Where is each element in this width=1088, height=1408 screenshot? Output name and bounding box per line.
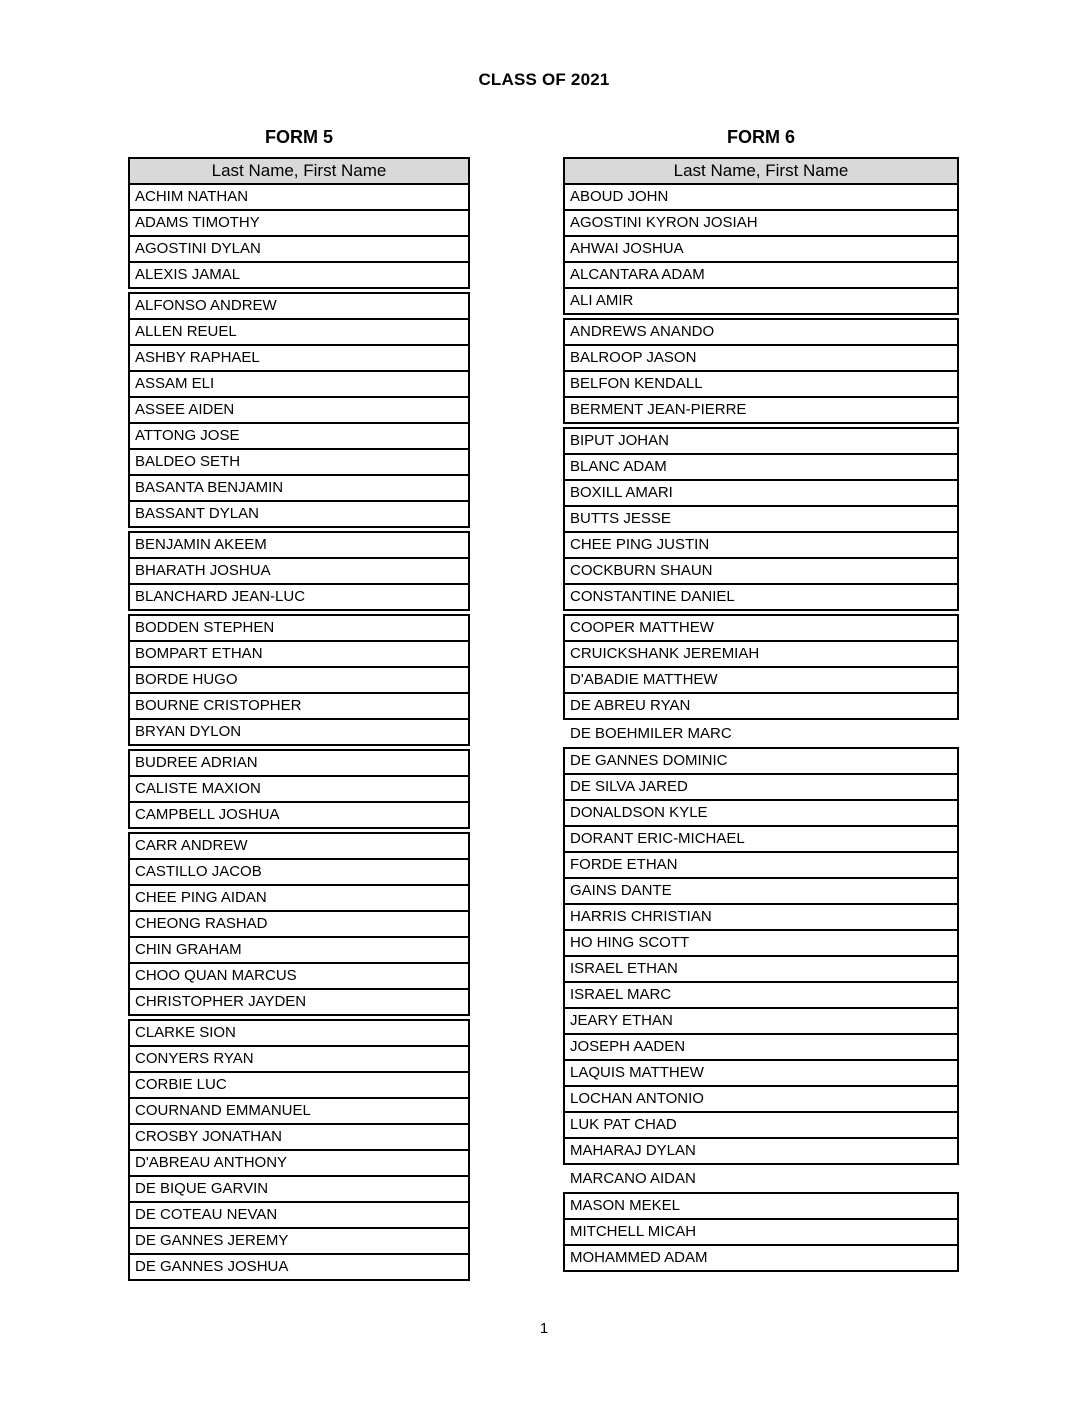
table-row [563, 453, 959, 481]
student-name: DE ABREU RYAN [570, 697, 691, 714]
table-row [563, 370, 959, 398]
student-name: AHWAI JOSHUA [570, 240, 684, 257]
student-name: CASTILLO JACOB [135, 863, 262, 880]
form-6-section [563, 127, 959, 1272]
table-row [563, 1218, 959, 1246]
table-row [128, 718, 470, 746]
table-row [563, 825, 959, 853]
table-row [563, 1165, 959, 1193]
table-row [563, 396, 959, 424]
student-name: BERMENT JEAN-PIERRE [570, 401, 747, 418]
student-name: BOMPART ETHAN [135, 645, 263, 662]
student-name: MOHAMMED ADAM [570, 1249, 708, 1266]
student-name: DE GANNES JEREMY [135, 1232, 289, 1249]
student-name: CARR ANDREW [135, 837, 248, 854]
table-row [563, 1137, 959, 1165]
student-name: ALI AMIR [570, 292, 634, 309]
student-name: CHEE PING AIDAN [135, 889, 267, 906]
student-name: MITCHELL MICAH [570, 1223, 697, 1240]
table-row [563, 479, 959, 507]
form-5-rows [128, 183, 470, 1281]
table-row [128, 396, 470, 424]
student-name: D'ABADIE MATTHEW [570, 671, 718, 688]
student-name: BUTTS JESSE [570, 510, 671, 527]
table-row [563, 929, 959, 957]
student-name: BHARATH JOSHUA [135, 562, 271, 579]
table-row [128, 1201, 470, 1229]
student-name: BODDEN STEPHEN [135, 619, 275, 636]
student-name: COOPER MATTHEW [570, 619, 714, 636]
student-name: LOCHAN ANTONIO [570, 1090, 704, 1107]
student-name: DONALDSON KYLE [570, 804, 708, 821]
student-name: DORANT ERIC-MICHAEL [570, 830, 745, 847]
table-row [563, 1192, 959, 1220]
student-name: COCKBURN SHAUN [570, 562, 713, 579]
student-name: ASSEE AIDEN [135, 401, 235, 418]
table-row [563, 344, 959, 372]
table-row [128, 500, 470, 528]
table-row [563, 1085, 959, 1113]
table-row [128, 1175, 470, 1203]
table-row [128, 884, 470, 912]
table-row [128, 370, 470, 398]
student-name: DE BOEHMILER MARC [570, 725, 732, 742]
table-row [128, 318, 470, 346]
student-name: FORDE ETHAN [570, 856, 678, 873]
student-name: CHEE PING JUSTIN [570, 536, 710, 553]
student-name: CHOO QUAN MARCUS [135, 967, 297, 984]
table-row [128, 962, 470, 990]
table-row [128, 531, 470, 559]
form-5-title: FORM 5 [264, 127, 333, 147]
table-row [128, 557, 470, 585]
table-row [128, 422, 470, 450]
table-row [563, 531, 959, 559]
student-name: HO HING SCOTT [570, 934, 690, 951]
form-6-title: FORM 6 [726, 127, 795, 147]
table-row [128, 261, 470, 289]
table-row [563, 747, 959, 775]
table-row [563, 318, 959, 346]
table-row [128, 640, 470, 668]
table-row [128, 1097, 470, 1125]
student-name: BASSANT DYLAN [135, 505, 259, 522]
table-row [128, 1045, 470, 1073]
student-name: CHIN GRAHAM [135, 941, 242, 958]
student-name: HARRIS CHRISTIAN [570, 908, 712, 925]
student-name: ASSAM ELI [135, 375, 215, 392]
table-row [563, 773, 959, 801]
table-row [563, 583, 959, 611]
table-row [128, 801, 470, 829]
table-row [563, 505, 959, 533]
table-row [128, 344, 470, 372]
table-row [128, 583, 470, 611]
student-name: CONSTANTINE DANIEL [570, 588, 735, 605]
table-row [563, 1244, 959, 1272]
student-name: BALDEO SETH [135, 453, 241, 470]
table-row [563, 955, 959, 983]
student-name: AGOSTINI KYRON JOSIAH [570, 214, 758, 231]
table-row [128, 692, 470, 720]
student-name: CALISTE MAXION [135, 780, 261, 797]
table-row [563, 799, 959, 827]
student-name: ISRAEL ETHAN [570, 960, 678, 977]
student-name: COURNAND EMMANUEL [135, 1102, 311, 1119]
student-name: ABOUD JOHN [570, 188, 669, 205]
student-name: LAQUIS MATTHEW [570, 1064, 704, 1081]
student-name: CONYERS RYAN [135, 1050, 254, 1067]
student-name: BLANCHARD JEAN-LUC [135, 588, 306, 605]
student-name: JOSEPH AADEN [570, 1038, 686, 1055]
student-name: AGOSTINI DYLAN [135, 240, 261, 257]
student-name: ASHBY RAPHAEL [135, 349, 260, 366]
table-row [128, 988, 470, 1016]
column-header: Last Name, First Name [128, 157, 470, 185]
student-name: ACHIM NATHAN [135, 188, 249, 205]
student-name: BOXILL AMARI [570, 484, 673, 501]
table-row [563, 877, 959, 905]
table-row [563, 557, 959, 585]
table-row [128, 832, 470, 860]
student-name: BUDREE ADRIAN [135, 754, 258, 771]
table-row [563, 640, 959, 668]
table-row [563, 903, 959, 931]
form-5-section [128, 127, 470, 1281]
student-name: CRUICKSHANK JEREMIAH [570, 645, 760, 662]
student-name: BENJAMIN AKEEM [135, 536, 267, 553]
table-row [563, 666, 959, 694]
student-name: BIPUT JOHAN [570, 432, 669, 449]
table-row [563, 692, 959, 720]
form-5-table [128, 157, 470, 1281]
student-name: LUK PAT CHAD [570, 1116, 677, 1133]
student-name: CAMPBELL JOSHUA [135, 806, 280, 823]
student-name: D'ABREAU ANTHONY [135, 1154, 288, 1171]
table-row [563, 261, 959, 289]
student-name: ANDREWS ANANDO [570, 323, 715, 340]
table-row [128, 910, 470, 938]
student-name: BOURNE CRISTOPHER [135, 697, 302, 714]
student-name: CHRISTOPHER JAYDEN [135, 993, 307, 1010]
student-name: BRYAN DYLON [135, 723, 242, 740]
table-row [563, 1007, 959, 1035]
table-row [128, 666, 470, 694]
table-row [563, 720, 959, 748]
student-name: ISRAEL MARC [570, 986, 672, 1003]
table-row [128, 858, 470, 886]
student-name: MAHARAJ DYLAN [570, 1142, 696, 1159]
student-name: DE SILVA JARED [570, 778, 688, 795]
table-row [563, 981, 959, 1009]
student-name: GAINS DANTE [570, 882, 672, 899]
student-name: DE GANNES JOSHUA [135, 1258, 289, 1275]
student-name: ATTONG JOSE [135, 427, 240, 444]
table-row [128, 1123, 470, 1151]
table-row [128, 775, 470, 803]
table-row [128, 183, 470, 211]
table-row [128, 1149, 470, 1177]
student-name: JEARY ETHAN [570, 1012, 673, 1029]
student-name: BELFON KENDALL [570, 375, 703, 392]
student-name: BASANTA BENJAMIN [135, 479, 284, 496]
table-row [128, 749, 470, 777]
table-row [128, 1227, 470, 1255]
table-row [128, 474, 470, 502]
table-row [563, 287, 959, 315]
student-name: ADAMS TIMOTHY [135, 214, 260, 231]
student-name: CHEONG RASHAD [135, 915, 268, 932]
student-name: MARCANO AIDAN [570, 1170, 696, 1187]
student-name: DE COTEAU NEVAN [135, 1206, 278, 1223]
table-row [128, 448, 470, 476]
student-name: ALEXIS JAMAL [135, 266, 241, 283]
table-row [563, 235, 959, 263]
student-name: CLARKE SION [135, 1024, 236, 1041]
table-row [128, 209, 470, 237]
form-6-table [563, 157, 959, 1272]
table-row [563, 1033, 959, 1061]
table-row [563, 1111, 959, 1139]
student-name: ALCANTARA ADAM [570, 266, 705, 283]
student-name: DE BIQUE GARVIN [135, 1180, 269, 1197]
student-name: BORDE HUGO [135, 671, 238, 688]
student-name: ALFONSO ANDREW [135, 297, 277, 314]
table-row [128, 936, 470, 964]
form-6-rows [563, 183, 959, 1272]
table-row [128, 1253, 470, 1281]
student-name: ALLEN REUEL [135, 323, 237, 340]
page-number: 1 [539, 1320, 549, 1337]
table-row [128, 292, 470, 320]
student-name: BLANC ADAM [570, 458, 667, 475]
table-row [128, 235, 470, 263]
column-header: Last Name, First Name [563, 157, 959, 185]
table-row [563, 183, 959, 211]
table-row [563, 614, 959, 642]
student-name: BALROOP JASON [570, 349, 697, 366]
page-title: CLASS OF 2021 [478, 70, 610, 89]
student-name: CORBIE LUC [135, 1076, 227, 1093]
table-row [563, 427, 959, 455]
table-row [563, 851, 959, 879]
table-row [128, 1019, 470, 1047]
student-name: MASON MEKEL [570, 1197, 681, 1214]
table-row [563, 209, 959, 237]
student-name: CROSBY JONATHAN [135, 1128, 282, 1145]
student-name: DE GANNES DOMINIC [570, 752, 728, 769]
table-row [128, 614, 470, 642]
table-row [563, 1059, 959, 1087]
table-row [128, 1071, 470, 1099]
